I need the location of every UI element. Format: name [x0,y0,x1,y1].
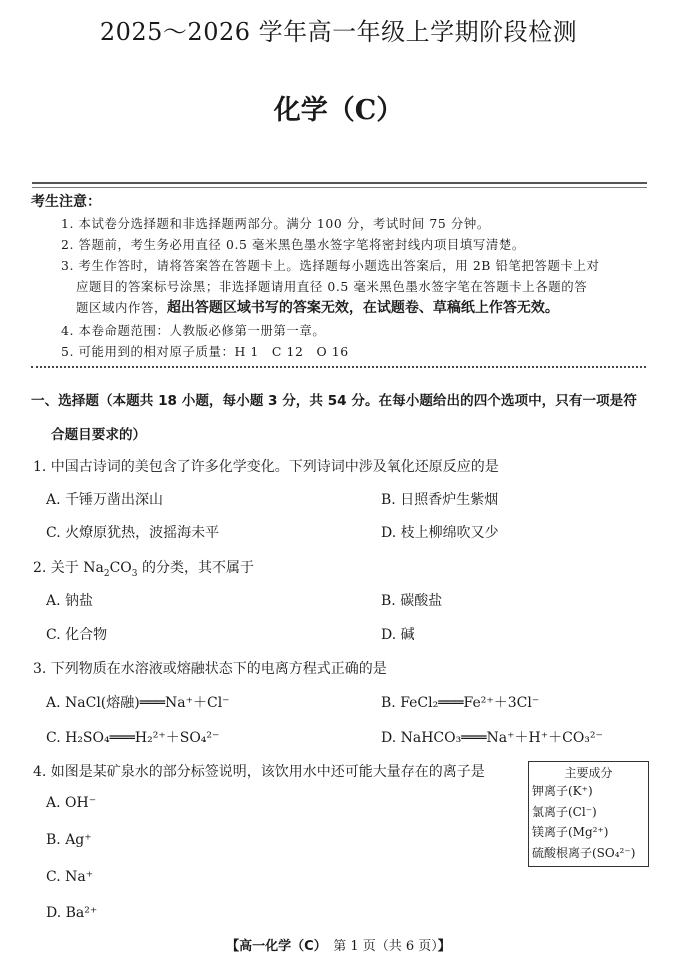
label-row-chloride: 氯离子(Cl⁻) [532,804,597,819]
q2-stem-post: 的分类，其不属于 [137,560,254,576]
q2-stem-pre: 2. 关于 Na [33,560,104,576]
question-3-option-d: D. NaHCO₃═══Na⁺＋H⁺＋CO₃²⁻ [381,730,603,746]
question-1-option-c: C. 火燎原犹热，波摇海未平 [46,525,220,541]
q2-stem-sub2: 3 [131,568,138,579]
footer-end: 】 [437,939,451,954]
question-4-option-b: B. Ag⁺ [46,832,92,848]
header-rule-thin [32,187,647,188]
question-1-stem: 1. 中国古诗词的美包含了许多化学变化。下列诗词中涉及氧化还原反应的是 [33,459,499,475]
section-heading-cont: 合题目要求的） [51,427,147,443]
page-footer [0,935,677,954]
question-1-option-b: B. 日照香炉生紫烟 [381,492,499,508]
question-3-option-c: C. H₂SO₄═══H₂²⁺＋SO₄²⁻ [46,730,220,746]
question-2-stem [33,557,254,579]
notice-item-1: 1. 本试卷分选择题和非选择题两部分。满分 100 分，考试时间 75 分钟。 [61,216,490,231]
notice-emphasis: 超出答题区域书写的答案无效，在试题卷、草稿纸上作答无效。 [166,300,559,316]
label-row-magnesium: 镁离子(Mg²⁺) [532,825,609,839]
question-3-option-b: B. FeCl₂═══Fe²⁺＋3Cl⁻ [381,695,540,711]
question-2-option-a: A. 钠盐 [46,593,94,609]
question-2-option-b: B. 碳酸盐 [381,593,443,609]
notice-item-2: 2. 答题前，考生务必用直径 0.5 毫米黑色墨水签字笔将密封线内项目填写清楚。 [61,237,525,252]
question-4-option-d: D. Ba²⁺ [46,905,98,921]
notice-item-4: 4. 本卷命题范围：人教版必修第一册第一章。 [61,323,326,338]
question-1-option-a: A. 千锤万凿出深山 [46,492,164,508]
mineral-water-label [528,761,649,867]
question-3-stem: 3. 下列物质在水溶液或熔融状态下的电离方程式正确的是 [33,661,387,677]
label-heading: 主要成分 [564,766,613,780]
subject-title: 化学（C） [273,95,404,126]
question-3-option-a: A. NaCl(熔融)═══Na⁺＋Cl⁻ [46,695,230,711]
q2-stem-mid: CO [109,560,132,576]
notice-heading: 考生注意： [31,194,101,210]
footer-subject: 【高一化学（C） [226,939,321,954]
q2-stem-sub1: 2 [103,568,110,579]
footer-page-number: 第 1 页（共 6 页） [320,939,438,954]
question-1-option-d: D. 枝上柳绵吹又少 [381,525,499,541]
header-rule [32,182,647,184]
exam-title: 2025～2026 学年高一年级上学期阶段检测 [99,18,578,46]
dotted-divider [31,366,646,368]
section-heading: 一、选择题（本题共 18 小题，每小题 3 分，共 54 分。在每小题给出的四个选项中，只有一项是符 [31,393,637,409]
notice-item-3-tail: 题区域内作答， [76,300,167,315]
notice-item-3: 3. 考生作答时，请将答案答在答题卡上。选择题每小题选出答案后，用 2B 铅笔把答题卡上对 [61,258,600,273]
question-2-option-c: C. 化合物 [46,627,108,643]
label-row-sulfate: 硫酸根离子(SO₄²⁻) [532,845,636,860]
question-4-option-a: A. OH⁻ [46,795,97,811]
notice-item-3-end [76,297,559,317]
question-4-option-c: C. Na⁺ [46,869,94,885]
notice-item-5: 5. 可能用到的相对原子质量：H 1 C 12 O 16 [61,344,349,359]
label-row-potassium: 钾离子(K⁺) [532,784,593,798]
question-2-option-d: D. 碱 [381,627,415,643]
notice-item-3-cont: 应题目的答案标号涂黑；非选择题请用直径 0.5 毫米黑色墨水签字笔在答题卡上各题的答 [76,279,588,294]
question-4-stem: 4. 如图是某矿泉水的部分标签说明，该饮用水中还可能大量存在的离子是 [33,764,485,780]
